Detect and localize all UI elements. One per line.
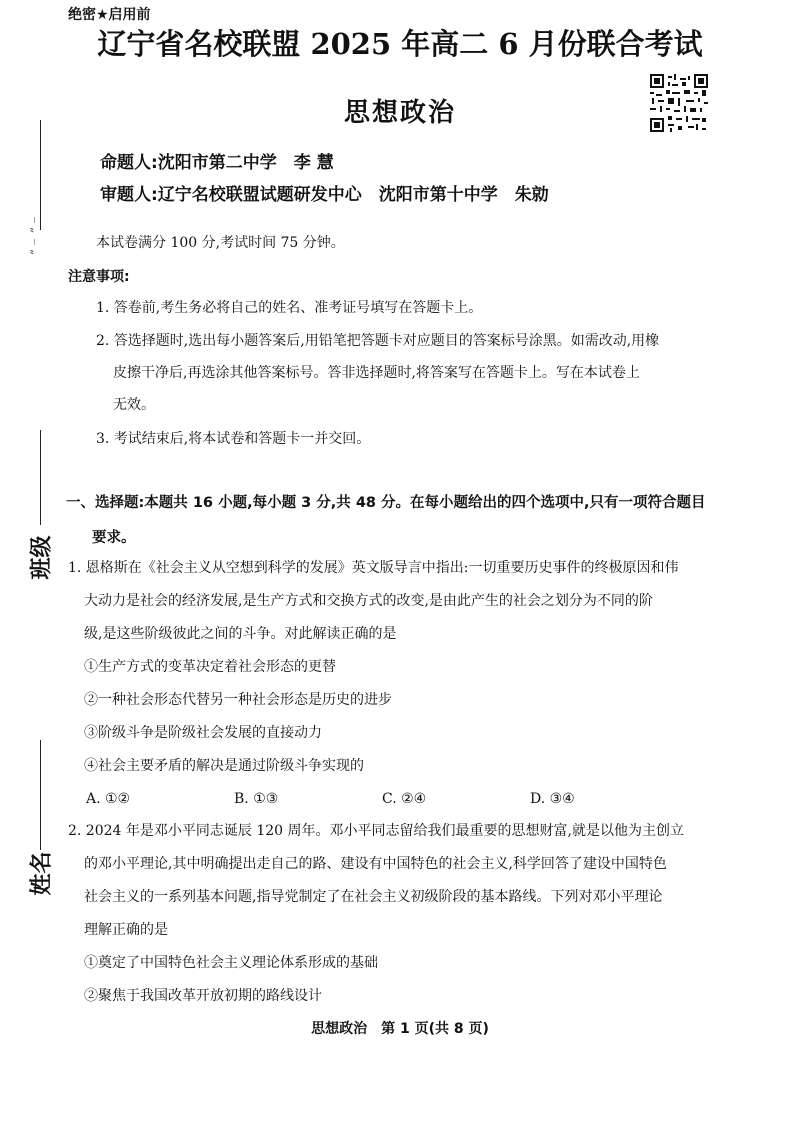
- q1-stem-line-1: 1. 恩格斯在《社会主义从空想到科学的发展》英文版导言中指出:一切重要历史事件的终极原因和伟: [68, 560, 679, 576]
- margin-class-label: 班级: [29, 535, 55, 580]
- reviewer-line: 审题人:辽宁名校联盟试题研发中心 沈阳市第十中学 朱勍: [100, 185, 549, 205]
- q2-stem-line-2: 的邓小平理论,其中明确提出走自己的路、建设有中国特色的社会主义,科学回答了建设中国特色: [84, 856, 667, 872]
- notice-item-2-line-3: 无效。: [113, 397, 155, 413]
- q1-statement-4: ④社会主要矛盾的解决是通过阶级斗争实现的: [84, 758, 364, 774]
- subject-title: 思想政治: [343, 98, 456, 128]
- q2-statement-2: ②聚焦于我国改革开放初期的路线设计: [84, 988, 322, 1004]
- margin-name-label: 姓名: [29, 851, 55, 896]
- q1-stem-line-2: 大动力是社会的经济发展,是生产方式和交换方式的改变,是由此产生的社会之划分为不同的阶: [84, 593, 653, 609]
- q2-stem-line-3: 社会主义的一系列基本问题,指导党制定了在社会主义初级阶段的基本路线。下列对邓小平理论: [84, 889, 663, 905]
- notice-item-3: 3. 考试结束后,将本试卷和答题卡一并交回。: [96, 431, 371, 447]
- confidential-label: 绝密★启用前: [68, 7, 151, 23]
- qr-code-icon: [650, 74, 708, 132]
- notice-item-2-line-2: 皮擦干净后,再选涂其他答案标号。答非选择题时,将答案写在答题卡上。写在本试卷上: [113, 365, 640, 381]
- section-heading-cont: 要求。: [92, 530, 136, 546]
- q2-stem-line-1: 2. 2024 年是邓小平同志诞辰 120 周年。邓小平同志留给我们最重要的思想财富,就是以他为主创立: [68, 823, 684, 839]
- q1-option-b: B. ①③: [234, 791, 279, 807]
- page-footer: 思想政治 第 1 页(共 8 页): [311, 1021, 489, 1037]
- exam-intro: 本试卷满分 100 分,考试时间 75 分钟。: [96, 235, 345, 251]
- margin-divider-name: [40, 740, 41, 850]
- notice-heading: 注意事项:: [68, 269, 130, 285]
- q1-option-a: A. ①②: [86, 791, 131, 807]
- q1-statement-1: ①生产方式的变革决定着社会形态的更替: [84, 659, 336, 675]
- q1-statement-2: ②一种社会形态代替另一种社会形态是历史的进步: [84, 692, 392, 708]
- q2-stem-line-4: 理解正确的是: [84, 922, 168, 938]
- q1-statement-3: ③阶级斗争是阶级社会发展的直接动力: [84, 725, 322, 741]
- q1-stem-line-3: 级,是这些阶级彼此之间的斗争。对此解读正确的是: [84, 626, 397, 642]
- margin-mark-bottom: „ _: [21, 238, 36, 256]
- notice-item-1: 1. 答卷前,考生务必将自己的姓名、准考证号填写在答题卡上。: [96, 300, 483, 316]
- q1-option-d: D. ③④: [530, 791, 575, 807]
- proposer-line: 命题人:沈阳市第二中学 李 慧: [100, 153, 334, 173]
- q2-statement-1: ①奠定了中国特色社会主义理论体系形成的基础: [84, 955, 378, 971]
- margin-divider-top: [40, 120, 41, 230]
- section-heading: 一、选择题:本题共 16 小题,每小题 3 分,共 48 分。在每小题给出的四个选项中,只有一项符合题目: [66, 495, 706, 511]
- margin-divider-class: [40, 430, 41, 525]
- margin-mark-top: „ _: [21, 216, 36, 234]
- exam-title: 辽宁省名校联盟 2025 年高二 6 月份联合考试: [97, 27, 703, 61]
- notice-item-2-line-1: 2. 答选择题时,选出每小题答案后,用铅笔把答题卡对应题目的答案标号涂黑。如需改动,用橡: [96, 333, 660, 349]
- q1-option-c: C. ②④: [382, 791, 427, 807]
